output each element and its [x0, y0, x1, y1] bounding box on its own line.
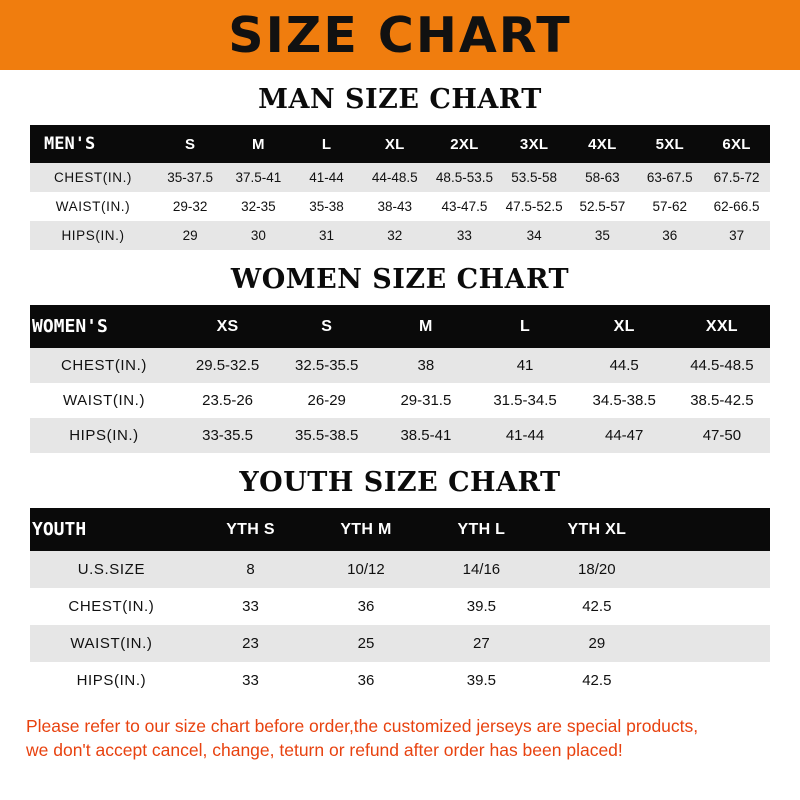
column-header: XL: [361, 125, 429, 163]
table-cell: 42.5: [539, 588, 654, 625]
table-cell: 25: [308, 625, 423, 662]
table-cell: 52.5-57: [568, 192, 636, 221]
column-header: YTH M: [308, 508, 423, 551]
man-section-title: MAN SIZE CHART: [258, 84, 542, 115]
row-label: HIPS(IN.): [30, 221, 156, 250]
table-cell: 48.5-53.5: [429, 163, 500, 192]
table-row: [30, 662, 770, 699]
table-cell: [655, 625, 770, 662]
table-cell: 26-29: [277, 383, 376, 418]
column-header: YOUTH: [30, 508, 193, 551]
column-header: XS: [178, 305, 277, 348]
column-header: S: [156, 125, 224, 163]
row-label: WAIST(IN.): [30, 383, 178, 418]
column-header: 6XL: [703, 125, 770, 163]
row-label: CHEST(IN.): [30, 588, 193, 625]
row-label: U.S.SIZE: [30, 551, 193, 588]
column-header: M: [224, 125, 292, 163]
table-cell: 34: [500, 221, 568, 250]
table-cell: 10/12: [308, 551, 423, 588]
footer-note: [0, 699, 800, 762]
table-row: [30, 348, 770, 383]
table-cell: 38-43: [361, 192, 429, 221]
table-cell: 34.5-38.5: [575, 383, 674, 418]
table-cell: 36: [308, 588, 423, 625]
table-cell: 29-31.5: [376, 383, 475, 418]
table-row: [30, 625, 770, 662]
row-label: WAIST(IN.): [30, 192, 156, 221]
column-header: YTH L: [424, 508, 539, 551]
women-section-title: WOMEN SIZE CHART: [230, 264, 570, 295]
table-cell: 36: [636, 221, 703, 250]
table-cell: 38: [376, 348, 475, 383]
row-label: HIPS(IN.): [30, 418, 178, 453]
table-cell: 35-38: [292, 192, 360, 221]
table-cell: 29: [539, 625, 654, 662]
table-cell: 8: [193, 551, 308, 588]
column-header: YTH XL: [539, 508, 654, 551]
table-cell: 27: [424, 625, 539, 662]
table-cell: 44.5: [575, 348, 674, 383]
table-cell: 32-35: [224, 192, 292, 221]
table-cell: 35: [568, 221, 636, 250]
page-title: SIZE CHART: [228, 6, 572, 64]
table-cell: 44-48.5: [361, 163, 429, 192]
table-cell: 29.5-32.5: [178, 348, 277, 383]
table-cell: 30: [224, 221, 292, 250]
table-cell: 33: [193, 588, 308, 625]
table-cell: 31: [292, 221, 360, 250]
table-cell: [655, 662, 770, 699]
table-cell: 44.5-48.5: [674, 348, 770, 383]
table-cell: 36: [308, 662, 423, 699]
table-cell: [655, 551, 770, 588]
column-header: 4XL: [568, 125, 636, 163]
column-header: L: [292, 125, 360, 163]
men-size-table: [30, 125, 770, 250]
table-header-row: [30, 305, 770, 348]
column-header: [655, 508, 770, 551]
table-cell: 32: [361, 221, 429, 250]
column-header: XXL: [674, 305, 770, 348]
table-cell: 41: [475, 348, 574, 383]
table-cell: 43-47.5: [429, 192, 500, 221]
row-label: CHEST(IN.): [30, 348, 178, 383]
table-cell: 29-32: [156, 192, 224, 221]
table-cell: 38.5-41: [376, 418, 475, 453]
table-cell: 33: [429, 221, 500, 250]
table-cell: 23.5-26: [178, 383, 277, 418]
table-cell: 41-44: [475, 418, 574, 453]
table-cell: 38.5-42.5: [674, 383, 770, 418]
women-size-section: [0, 264, 800, 453]
table-row: [30, 418, 770, 453]
footer-note-line-2: we don't accept cancel, change, teturn or refund after order has been placed!: [26, 739, 623, 760]
table-cell: 62-66.5: [703, 192, 770, 221]
table-header-row: [30, 508, 770, 551]
table-row: [30, 383, 770, 418]
table-cell: 42.5: [539, 662, 654, 699]
row-label: WAIST(IN.): [30, 625, 193, 662]
table-cell: 33-35.5: [178, 418, 277, 453]
row-label: CHEST(IN.): [30, 163, 156, 192]
youth-size-section: [0, 467, 800, 699]
table-cell: 32.5-35.5: [277, 348, 376, 383]
table-cell: 44-47: [575, 418, 674, 453]
table-cell: 35-37.5: [156, 163, 224, 192]
table-cell: 47.5-52.5: [500, 192, 568, 221]
youth-size-table: [30, 508, 770, 699]
table-cell: 41-44: [292, 163, 360, 192]
column-header: YTH S: [193, 508, 308, 551]
table-cell: 35.5-38.5: [277, 418, 376, 453]
youth-section-title: YOUTH SIZE CHART: [239, 467, 561, 498]
column-header: L: [475, 305, 574, 348]
table-header-row: [30, 125, 770, 163]
footer-note-line-1: Please refer to our size chart before order,the customized jerseys are special products,: [26, 716, 699, 736]
table-cell: 29: [156, 221, 224, 250]
table-row: [30, 588, 770, 625]
table-cell: 31.5-34.5: [475, 383, 574, 418]
table-cell: 63-67.5: [636, 163, 703, 192]
table-cell: 57-62: [636, 192, 703, 221]
table-row: [30, 163, 770, 192]
table-row: [30, 221, 770, 250]
banner: [0, 0, 800, 70]
women-size-table: [30, 305, 770, 453]
column-header: 3XL: [500, 125, 568, 163]
table-cell: 47-50: [674, 418, 770, 453]
table-cell: 58-63: [568, 163, 636, 192]
man-size-section: [0, 84, 800, 250]
column-header: XL: [575, 305, 674, 348]
table-cell: 37: [703, 221, 770, 250]
table-cell: [655, 588, 770, 625]
table-cell: 37.5-41: [224, 163, 292, 192]
table-cell: 33: [193, 662, 308, 699]
column-header: 5XL: [636, 125, 703, 163]
table-cell: 53.5-58: [500, 163, 568, 192]
table-cell: 18/20: [539, 551, 654, 588]
table-cell: 67.5-72: [703, 163, 770, 192]
table-cell: 23: [193, 625, 308, 662]
row-label: HIPS(IN.): [30, 662, 193, 699]
column-header: M: [376, 305, 475, 348]
table-cell: 39.5: [424, 662, 539, 699]
table-row: [30, 192, 770, 221]
column-header: WOMEN'S: [30, 305, 178, 348]
column-header: S: [277, 305, 376, 348]
column-header: MEN'S: [30, 125, 156, 163]
table-cell: 39.5: [424, 588, 539, 625]
table-cell: 14/16: [424, 551, 539, 588]
table-row: [30, 551, 770, 588]
column-header: 2XL: [429, 125, 500, 163]
